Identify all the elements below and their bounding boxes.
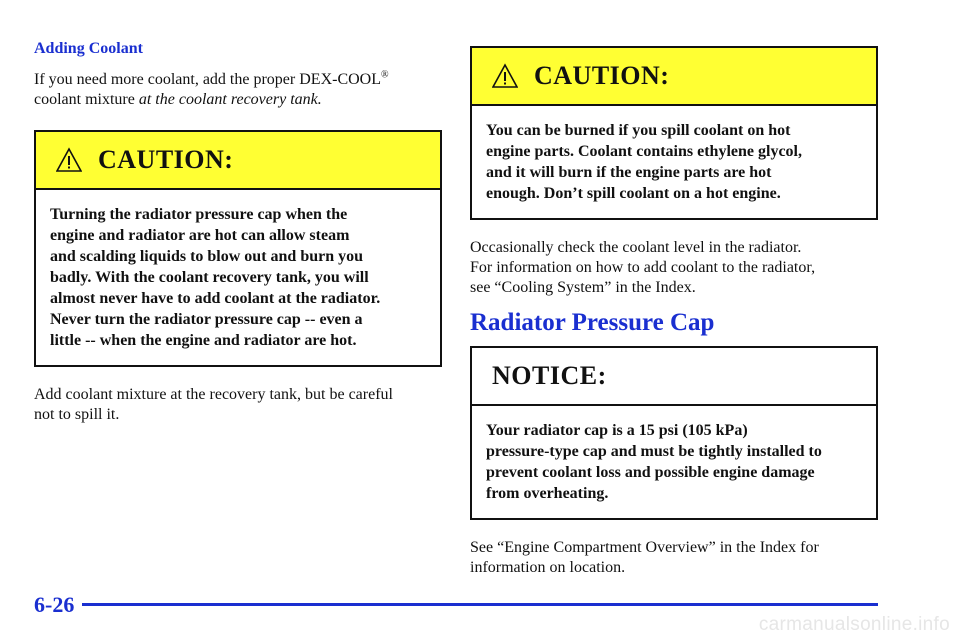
caution-body-left	[36, 190, 440, 365]
caution-line: almost never have to add coolant at the radiator.	[50, 290, 381, 307]
caution-header-right	[472, 48, 876, 106]
caution-line: enough. Don’t spill coolant on a hot engine.	[486, 185, 781, 202]
after-line-2: not to spill it.	[34, 406, 120, 423]
intro-text-cool: COOL	[337, 71, 382, 88]
caution-box-left	[34, 130, 442, 367]
closing-line-1: See “Engine Compartment Overview” in the Index for	[470, 539, 819, 556]
caution-line: Never turn the radiator pressure cap -- even a	[50, 311, 363, 328]
intro-paragraph	[34, 70, 442, 110]
caution-line: little -- when the engine and radiator are hot.	[50, 332, 357, 349]
caution-line: engine parts. Coolant contains ethylene glycol,	[486, 143, 802, 160]
notice-line: pressure-type cap and must be tightly installed to	[486, 443, 822, 460]
closing-paragraph	[470, 538, 878, 578]
notice-line: Your radiator cap is a 15 psi (105 kPa)	[486, 422, 748, 439]
notice-column	[470, 346, 878, 578]
caution-line: You can be burned if you spill coolant on hot	[486, 122, 791, 139]
notice-header	[472, 348, 876, 406]
registered-mark: ®	[381, 69, 389, 81]
left-column	[34, 40, 442, 425]
para-line-2: For information on how to add coolant to the radiator,	[470, 259, 816, 276]
page-number: 6-26	[34, 592, 75, 617]
caution-line: and it will burn if the engine parts are hot	[486, 164, 772, 181]
watermark: carmanualsonline.info	[758, 614, 950, 635]
after-line-1: Add coolant mixture at the recovery tank, but be careful	[34, 386, 393, 403]
caution-box-right	[470, 46, 878, 220]
notice-body	[472, 406, 876, 518]
after-caution-paragraph	[34, 385, 442, 425]
para-line-3: see “Cooling System” in the Index.	[470, 279, 696, 296]
check-coolant-paragraph	[470, 238, 878, 298]
caution-header-left	[36, 132, 440, 190]
caution-title-left: CAUTION:	[98, 145, 234, 174]
warning-triangle-icon	[492, 63, 518, 89]
right-column	[470, 46, 878, 298]
caution-line: Turning the radiator pressure cap when the	[50, 206, 348, 223]
notice-title: NOTICE:	[492, 361, 607, 390]
notice-line: from overheating.	[486, 485, 609, 502]
caution-title-right: CAUTION:	[534, 61, 670, 90]
para-line-1: Occasionally check the coolant level in the radiator.	[470, 239, 802, 256]
intro-text-1: If you need more coolant, add the proper DEX	[34, 71, 333, 88]
section-title-radiator-pressure-cap: Radiator Pressure Cap	[470, 309, 715, 336]
subheading-adding-coolant: Adding Coolant	[34, 40, 143, 57]
notice-line: prevent coolant loss and possible engine damage	[486, 464, 815, 481]
caution-line: and scalding liquids to blow out and burn you	[50, 248, 364, 265]
warning-triangle-icon	[56, 147, 82, 173]
intro-italic: at the coolant recovery tank.	[138, 91, 322, 108]
intro-text-2: coolant mixture	[34, 91, 139, 108]
footer-rule	[82, 603, 878, 606]
closing-line-2: information on location.	[470, 559, 626, 576]
caution-line: engine and radiator are hot can allow steam	[50, 227, 350, 244]
intro-dash: -	[332, 71, 338, 88]
caution-line: badly. With the coolant recovery tank, you will	[50, 269, 369, 286]
caution-body-right	[472, 106, 876, 218]
notice-box	[470, 346, 878, 520]
